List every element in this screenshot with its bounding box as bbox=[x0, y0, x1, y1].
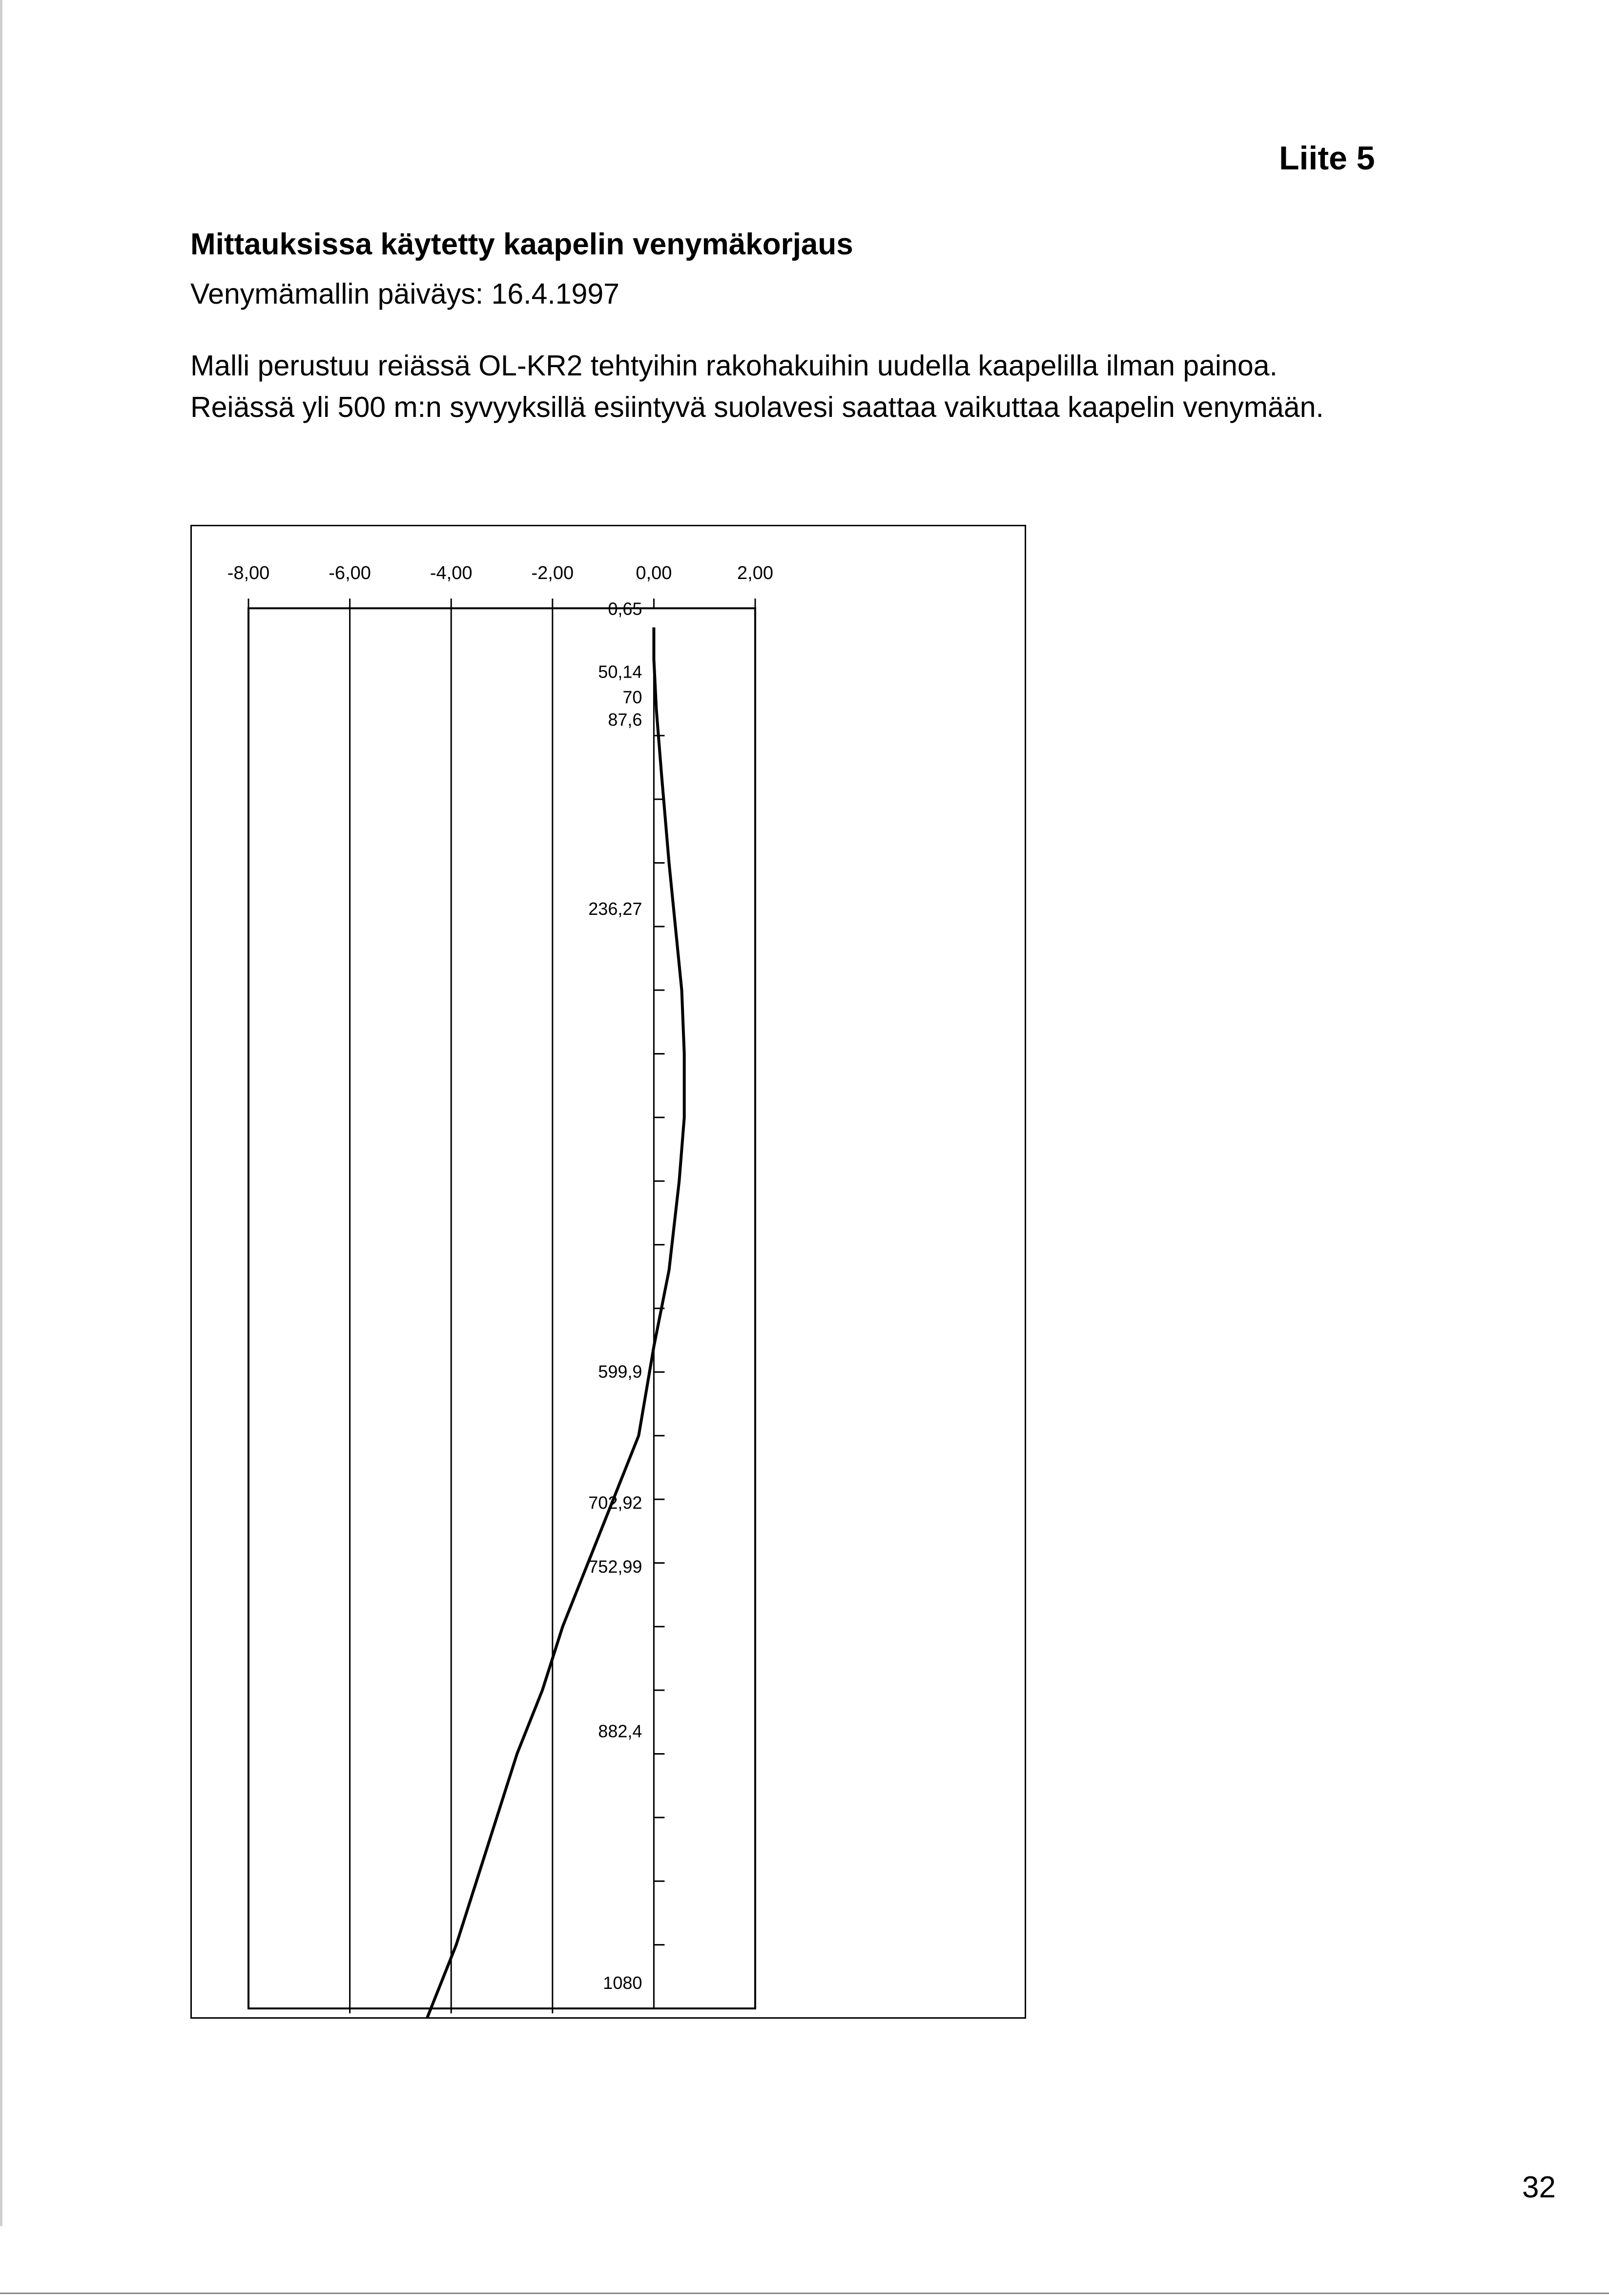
x-tick-label: 2,00 bbox=[737, 563, 773, 583]
x-tick-label: -2,00 bbox=[531, 563, 574, 583]
page-subtitle: Venymämallin päiväys: 16.4.1997 bbox=[190, 278, 619, 310]
page-bottom-line bbox=[0, 2293, 1609, 2294]
appendix-label: Liite 5 bbox=[1279, 140, 1375, 177]
description-line-1: Malli perustuu reiässä OL-KR2 tehtyihin rakohakuihin uudella kaapelilla ilman painoa. bbox=[190, 350, 1278, 382]
stretch-curve bbox=[309, 627, 684, 2017]
depth-label: 599,9 bbox=[598, 1362, 642, 1382]
x-tick-label: -8,00 bbox=[227, 563, 270, 583]
chart-frame bbox=[190, 525, 1026, 2019]
depth-label: 1080 bbox=[603, 1972, 642, 1993]
depth-label: 50,14 bbox=[598, 662, 642, 682]
depth-label: 70 bbox=[622, 687, 642, 707]
depth-label: 752,99 bbox=[588, 1556, 642, 1577]
cable-stretch-chart bbox=[192, 526, 1025, 2017]
x-tick-label: 0,00 bbox=[636, 563, 672, 583]
page-edge-line bbox=[0, 0, 2, 2226]
depth-label: 882,4 bbox=[598, 1721, 642, 1741]
depth-label: 87,6 bbox=[608, 709, 642, 730]
depth-label: 236,27 bbox=[588, 899, 642, 919]
x-tick-label: -6,00 bbox=[329, 563, 371, 583]
page-number: 32 bbox=[1522, 2171, 1556, 2204]
depth-label: 0,65 bbox=[608, 599, 642, 619]
depth-label: 702,92 bbox=[588, 1492, 642, 1513]
description-line-2: Reiässä yli 500 m:n syvyyksillä esiintyvä suolavesi saattaa vaikuttaa kaapelin venymään. bbox=[190, 391, 1324, 423]
page-title: Mittauksissa käytetty kaapelin venymäkorjaus bbox=[190, 228, 853, 261]
x-tick-label: -4,00 bbox=[430, 563, 473, 583]
